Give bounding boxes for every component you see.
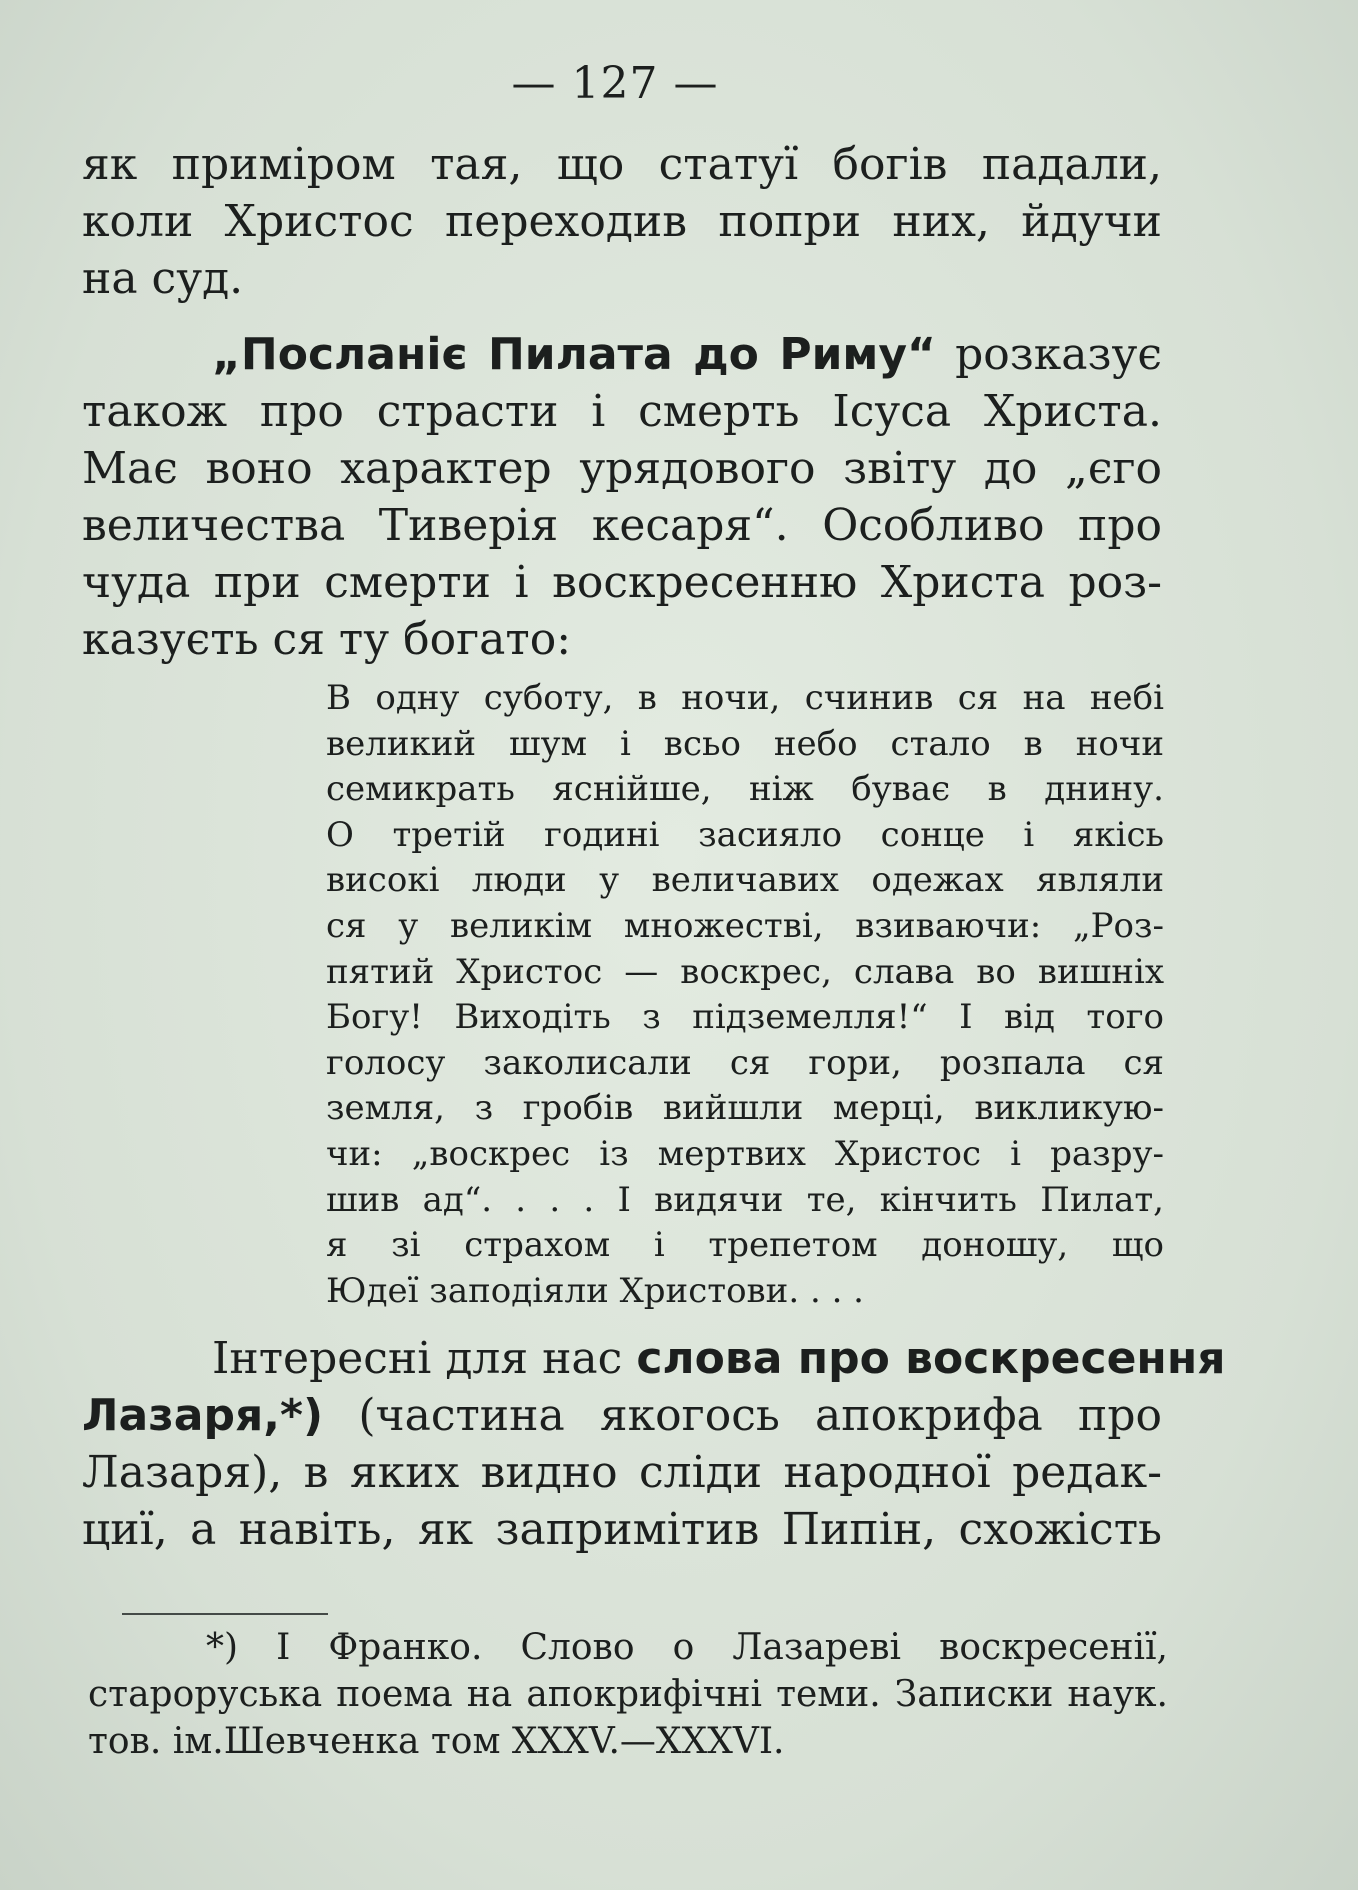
paragraph-3-second-line-rest: (частина якогось апокрифа про — [358, 1390, 1162, 1441]
footnote-divider — [122, 1613, 328, 1615]
quote-line: В одну суботу, в ночи, счинив ся на небі — [326, 678, 1164, 718]
paragraph-2-line: чуда при смерти і воскресенню Христа роз- — [82, 557, 1162, 608]
paragraph-1-line: коли Христос переходив попри них, йдучи — [82, 196, 1162, 247]
paragraph-3-second-line — [82, 1387, 1162, 1444]
quote-line: Богу! Виходіть з підземелля!“ І від того — [326, 997, 1164, 1038]
paragraph-2-first-line-rest: розказує — [955, 329, 1162, 380]
quote-line: ся у великім множестві, взиваючи: „Роз- — [326, 905, 1164, 946]
paragraph-1-line: на суд. — [82, 253, 244, 304]
paragraph-3-line: Лазаря), в яких видно сліди народної редак- — [82, 1447, 1162, 1498]
quote-line: семикрать яснійше, ніж буває в днину. — [326, 769, 1164, 810]
paragraph-2-first-line — [82, 326, 1162, 383]
paragraph-3-first-line-bold: слова про воскресення — [636, 1333, 1226, 1384]
paragraph-3-line: циї, а навіть, як запримітив Пипін, схожість — [82, 1504, 1162, 1555]
paragraph-3-first-line — [82, 1330, 1226, 1387]
quote-line: шив ад“. . . . І видячи те, кінчить Пилат, — [326, 1179, 1164, 1220]
paragraph-3 — [82, 1330, 1226, 1558]
footnote-line: тов. ім.Шевченка том XXXV.—XXXVI. — [88, 1721, 785, 1762]
footnote-line: *) І Франко. Слово о Лазареві воскресенії, — [206, 1627, 1168, 1668]
quote-line: великий шум і всьо небо стало в ночи — [326, 723, 1164, 764]
paragraph-1 — [82, 136, 1162, 307]
epistle-title: „Посланіє Пилата до Риму“ — [212, 329, 936, 380]
paragraph-2-line: казуєть ся ту богато: — [82, 614, 572, 665]
quote-line: Юдеї заподіяли Христови. . . . — [326, 1270, 864, 1311]
paragraph-2-line: величества Тиверія кесаря“. Особливо про — [82, 500, 1162, 551]
footnote — [88, 1624, 1168, 1765]
footnote-line: староруська поема на апокрифічні теми. Записки наук. — [88, 1674, 1168, 1715]
block-quote — [326, 676, 1164, 1314]
paragraph-2 — [82, 326, 1162, 668]
page-number: — 127 — — [511, 58, 719, 109]
quote-line: чи: „воскрес із мертвих Христос і разру- — [326, 1133, 1164, 1174]
quote-line: земля, з гробів вийшли мерці, викликую- — [326, 1088, 1164, 1129]
quote-line: О третій годині засияло сонце і якісь — [326, 814, 1164, 855]
paragraph-3-first-line-plain: Інтересні для нас — [212, 1333, 623, 1384]
paragraph-2-line: також про страсти і смерть Ісуса Христа. — [82, 386, 1162, 437]
quote-line: високі люди у величавих одежах являли — [326, 860, 1164, 901]
quote-line: голосу заколисали ся гори, розпала ся — [326, 1042, 1164, 1083]
paragraph-2-line: Має воно характер урядового звіту до „єго — [82, 443, 1162, 494]
paragraph-1-line: як приміром тая, що статуї богів падали, — [82, 139, 1162, 190]
lazarus-heading: Лазаря,*) — [82, 1390, 324, 1441]
quote-line: пятий Христос — воскрес, слава во вишніх — [326, 951, 1164, 992]
quote-line: я зі страхом і трепетом доношу, що — [326, 1225, 1164, 1266]
